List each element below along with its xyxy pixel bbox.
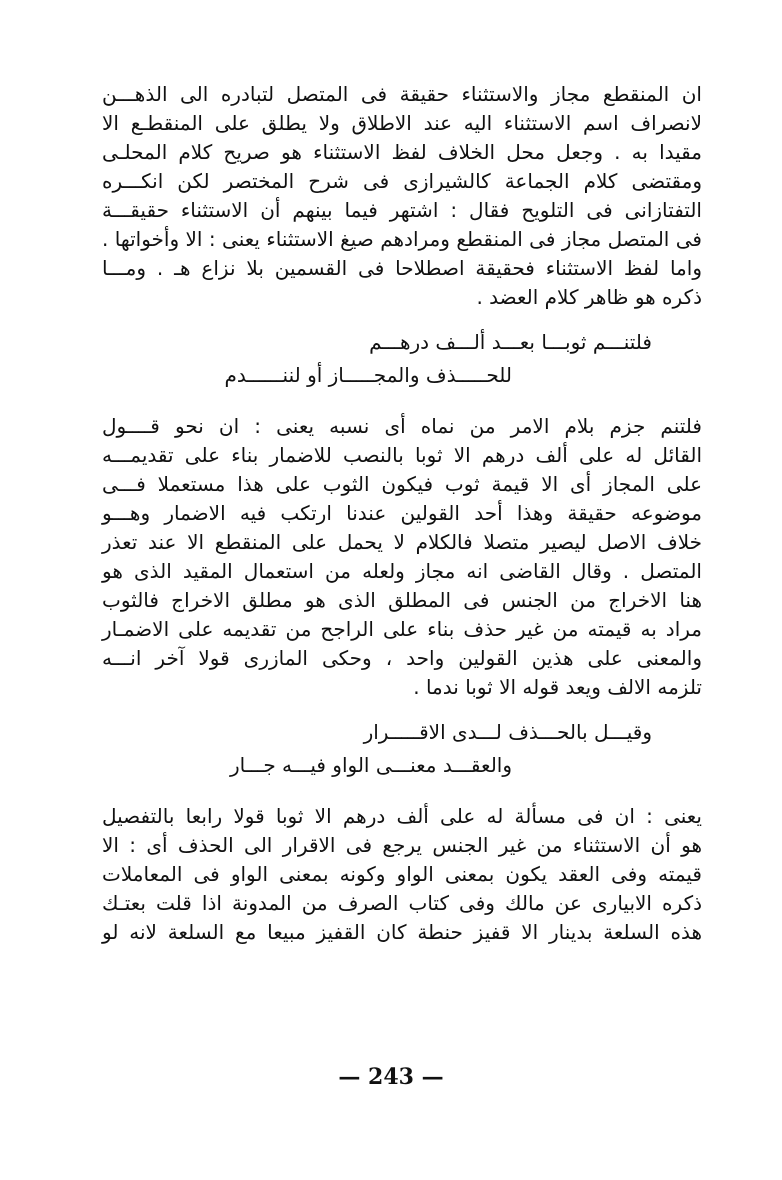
- verse-line: فلتنـــم ثوبـــا بعـــد ألـــف درهـــم: [369, 330, 652, 354]
- verse-2: [102, 716, 702, 782]
- text-line: مقيدا به . وجعل محل الخلاف لفظ الاستثناء هو صريح كلام المحلـى: [102, 140, 702, 164]
- text-line: ومقتضى كلام الجماعة كالشيرازى فى شرح المختصر لكن انكـــره: [102, 169, 702, 193]
- text-line: موضوعه حقيقة وهذا أحد القولين عندنا ارتكب فيه الاضمار وهـــو: [102, 501, 702, 525]
- text-line: هو أن الاستثناء من غير الجنس يرجع فى الاقرار الى الحذف أى : الا: [102, 833, 702, 857]
- text-line: فلتنم جزم بلام الامر من نماه أى نسبه يعنى : ان نحو قــــول: [102, 414, 702, 438]
- text-line: والمعنى على هذين القولين واحد ، وحكى المازرى قولا آخر انـــه: [102, 646, 702, 670]
- paragraph-3: [102, 802, 702, 947]
- text-line: مراد به قيمته من غير حذف بناء على الراجح من تقديمه على الاضمـار: [102, 617, 702, 641]
- text-line: لانصراف اسم الاستثناء اليه عند الاطلاق ولا يطلق على المنقطـع الا: [102, 111, 702, 135]
- text-line: ذكره الابيارى عن مالك وفى كتاب الصرف من المدونة اذا قلت بعتـك: [102, 891, 702, 915]
- page-body: [102, 80, 702, 947]
- text-line: التفتازانى فى التلويح فقال : اشتهر فيما بينهم أن الاستثناء حقيقـــة: [102, 198, 702, 222]
- verse-1: [102, 326, 702, 392]
- text-line: المتصل . وقال القاضى انه مجاز ولعله من استعمال المقيد الذى هو: [102, 559, 702, 583]
- text-line: قيمته وفى العقد يكون بمعنى الواو وكونه بمعنى الواو فى المعاملات: [102, 862, 702, 886]
- paragraph-2: [102, 412, 702, 702]
- text-line: خلاف الاصل ليصير متصلا فالكلام لا يحمل على المنقطع الا عند تعذر: [102, 530, 702, 554]
- text-line: تلزمه الالف ويعد قوله الا ثوبا ندما .: [413, 675, 702, 699]
- text-line: ذكره هو ظاهر كلام العضد .: [476, 285, 702, 309]
- page-number: — 243 —: [338, 1064, 444, 1090]
- text-line: على المجاز أى الا قيمة ثوب فيكون الثوب على هذا مستعملا فـــى: [102, 472, 702, 496]
- text-line: واما لفظ الاستثناء فحقيقة اصطلاحا فى القسمين بلا نزاع هـ . ومـــا: [102, 256, 702, 280]
- text-line: فى المتصل مجاز فى المنقطع ومرادهم صيغ الاستثناء يعنى : الا وأخواتها .: [102, 227, 702, 251]
- text-line: القائل له على ألف درهم الا ثوبا بالنصب للاضمار بناء على تقديمـــه: [102, 443, 702, 467]
- text-line: ان المنقطع مجاز والاستثناء حقيقة فى المتصل لتبادره الى الذهـــن: [102, 82, 702, 106]
- text-line: هذه السلعة بدينار الا قفيز حنطة كان القفيز مبيعا مع السلعة لانه لو: [102, 920, 702, 944]
- verse-line: وقيـــل بالحـــذف لـــدى الاقـــــرار: [363, 720, 652, 744]
- text-line: هنا الاخراج من الجنس فى المطلق الذى هو مطلق الاخراج فالثوب: [102, 588, 702, 612]
- verse-line: والعقـــد معنـــى الواو فيـــه جـــار: [229, 753, 512, 777]
- text-line: يعنى : ان فى مسألة له على ألف درهم الا ثوبا قولا رابعا بالتفصيل: [102, 804, 702, 828]
- verse-line: للحـــــذف والمجـــــاز أو لننــــــدم: [224, 363, 512, 387]
- paragraph-1: [102, 80, 702, 312]
